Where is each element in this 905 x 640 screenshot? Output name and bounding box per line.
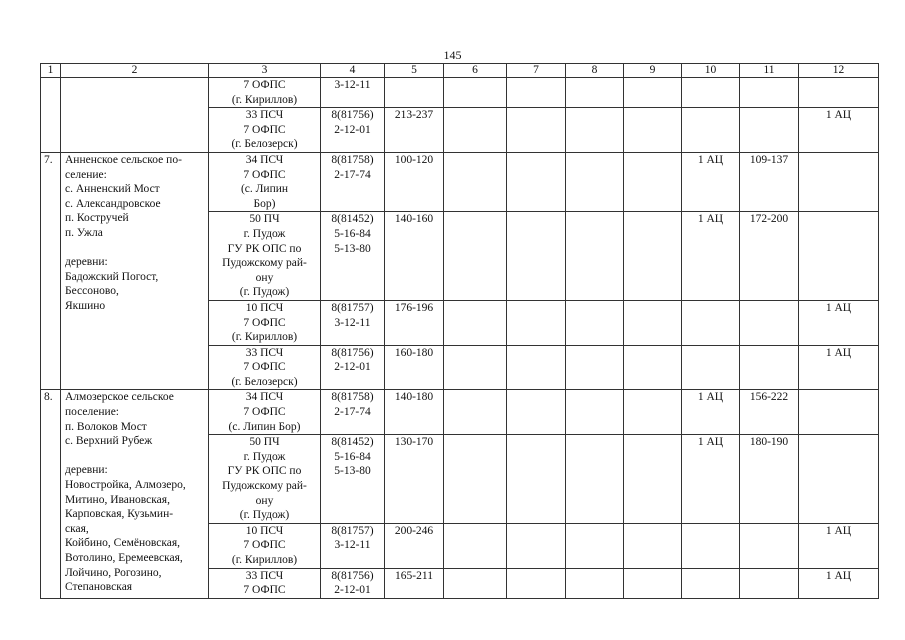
table-row bbox=[41, 152, 879, 211]
unit-cell: 34 ПСЧ 7 ОФПС (с. Липин Бор) bbox=[209, 152, 321, 211]
page-number: 145 bbox=[443, 48, 462, 62]
unit-cell: 33 ПСЧ 7 ОФПС bbox=[209, 568, 321, 598]
extra-vehicle-cell: 1 АЦ bbox=[799, 108, 879, 153]
distance-cell: 140-180 bbox=[385, 390, 444, 435]
range-cell: 180-190 bbox=[740, 435, 799, 524]
col-header: 7 bbox=[507, 64, 566, 78]
settlement-cell: Анненское сельское по- селение: с. Анненский Мост с. Александровское п. Костручей п. Ужла деревни: Бадожский Погост, Бессоново, Якшино bbox=[61, 152, 209, 390]
distance-cell: 176-196 bbox=[385, 300, 444, 345]
col-header: 6 bbox=[444, 64, 507, 78]
fire-coverage-table bbox=[40, 63, 879, 599]
unit-cell: 33 ПСЧ 7 ОФПС (г. Белозерск) bbox=[209, 108, 321, 153]
table-row bbox=[41, 390, 879, 435]
distance-cell: 200-246 bbox=[385, 523, 444, 568]
unit-cell: 34 ПСЧ 7 ОФПС (с. Липин Бор) bbox=[209, 390, 321, 435]
distance-cell bbox=[385, 78, 444, 108]
vehicle-cell: 1 АЦ bbox=[682, 390, 740, 435]
distance-cell: 213-237 bbox=[385, 108, 444, 153]
unit-cell: 10 ПСЧ 7 ОФПС (г. Кириллов) bbox=[209, 300, 321, 345]
col-header: 10 bbox=[682, 64, 740, 78]
extra-vehicle-cell bbox=[799, 390, 879, 435]
extra-vehicle-cell bbox=[799, 435, 879, 524]
extra-vehicle-cell: 1 АЦ bbox=[799, 568, 879, 598]
phone-cell: 8(81452) 5-16-84 5-13-80 bbox=[321, 212, 385, 301]
vehicle-cell bbox=[682, 108, 740, 153]
extra-vehicle-cell: 1 АЦ bbox=[799, 300, 879, 345]
settlement-number-cell bbox=[41, 78, 61, 153]
col-header: 9 bbox=[624, 64, 682, 78]
settlement-cell bbox=[61, 78, 209, 153]
range-cell: 109-137 bbox=[740, 152, 799, 211]
distance-cell: 160-180 bbox=[385, 345, 444, 390]
unit-cell: 7 ОФПС (г. Кириллов) bbox=[209, 78, 321, 108]
col-header: 12 bbox=[799, 64, 879, 78]
vehicle-cell: 1 АЦ bbox=[682, 435, 740, 524]
phone-cell: 8(81756) 2-12-01 bbox=[321, 345, 385, 390]
range-cell bbox=[740, 300, 799, 345]
phone-cell: 8(81758) 2-17-74 bbox=[321, 390, 385, 435]
distance-cell: 165-211 bbox=[385, 568, 444, 598]
range-cell bbox=[740, 108, 799, 153]
range-cell bbox=[740, 568, 799, 598]
extra-vehicle-cell bbox=[799, 152, 879, 211]
unit-cell: 10 ПСЧ 7 ОФПС (г. Кириллов) bbox=[209, 523, 321, 568]
col-header: 1 bbox=[41, 64, 61, 78]
vehicle-cell bbox=[682, 568, 740, 598]
table-row bbox=[41, 78, 879, 108]
range-cell: 156-222 bbox=[740, 390, 799, 435]
settlement-cell: Алмозерское сельское поселение: п. Волоков Мост с. Верхний Рубеж деревни: Новостройка, Алмозеро, Митино, Ивановская, Карповская, Кузьмин- ская, Койбино, Семёновская, Вотолино, Еремеевская, Лойчино, Рогозино, Степановская bbox=[61, 390, 209, 598]
settlement-number-cell: 8. bbox=[41, 390, 61, 598]
phone-cell: 8(81756) 2-12-01 bbox=[321, 108, 385, 153]
phone-cell: 8(81757) 3-12-11 bbox=[321, 523, 385, 568]
col-header: 5 bbox=[385, 64, 444, 78]
col-header: 3 bbox=[209, 64, 321, 78]
extra-vehicle-cell: 1 АЦ bbox=[799, 523, 879, 568]
vehicle-cell bbox=[682, 300, 740, 345]
vehicle-cell: 1 АЦ bbox=[682, 212, 740, 301]
phone-cell: 8(81756) 2-12-01 bbox=[321, 568, 385, 598]
extra-vehicle-cell bbox=[799, 78, 879, 108]
vehicle-cell: 1 АЦ bbox=[682, 152, 740, 211]
unit-cell: 33 ПСЧ 7 ОФПС (г. Белозерск) bbox=[209, 345, 321, 390]
col-header: 11 bbox=[740, 64, 799, 78]
extra-vehicle-cell bbox=[799, 212, 879, 301]
unit-cell: 50 ПЧ г. Пудож ГУ РК ОПС по Пудожскому рай- ону (г. Пудож) bbox=[209, 435, 321, 524]
distance-cell: 130-170 bbox=[385, 435, 444, 524]
phone-cell: 3-12-11 bbox=[321, 78, 385, 108]
range-cell bbox=[740, 78, 799, 108]
vehicle-cell bbox=[682, 523, 740, 568]
column-number-row bbox=[41, 64, 879, 78]
extra-vehicle-cell: 1 АЦ bbox=[799, 345, 879, 390]
col-header: 8 bbox=[566, 64, 624, 78]
range-cell: 172-200 bbox=[740, 212, 799, 301]
phone-cell: 8(81758) 2-17-74 bbox=[321, 152, 385, 211]
distance-cell: 140-160 bbox=[385, 212, 444, 301]
distance-cell: 100-120 bbox=[385, 152, 444, 211]
unit-cell: 50 ПЧ г. Пудож ГУ РК ОПС по Пудожскому рай- ону (г. Пудож) bbox=[209, 212, 321, 301]
col-header: 2 bbox=[61, 64, 209, 78]
phone-cell: 8(81757) 3-12-11 bbox=[321, 300, 385, 345]
col-header: 4 bbox=[321, 64, 385, 78]
vehicle-cell bbox=[682, 345, 740, 390]
vehicle-cell bbox=[682, 78, 740, 108]
phone-cell: 8(81452) 5-16-84 5-13-80 bbox=[321, 435, 385, 524]
range-cell bbox=[740, 345, 799, 390]
range-cell bbox=[740, 523, 799, 568]
settlement-number-cell: 7. bbox=[41, 152, 61, 390]
